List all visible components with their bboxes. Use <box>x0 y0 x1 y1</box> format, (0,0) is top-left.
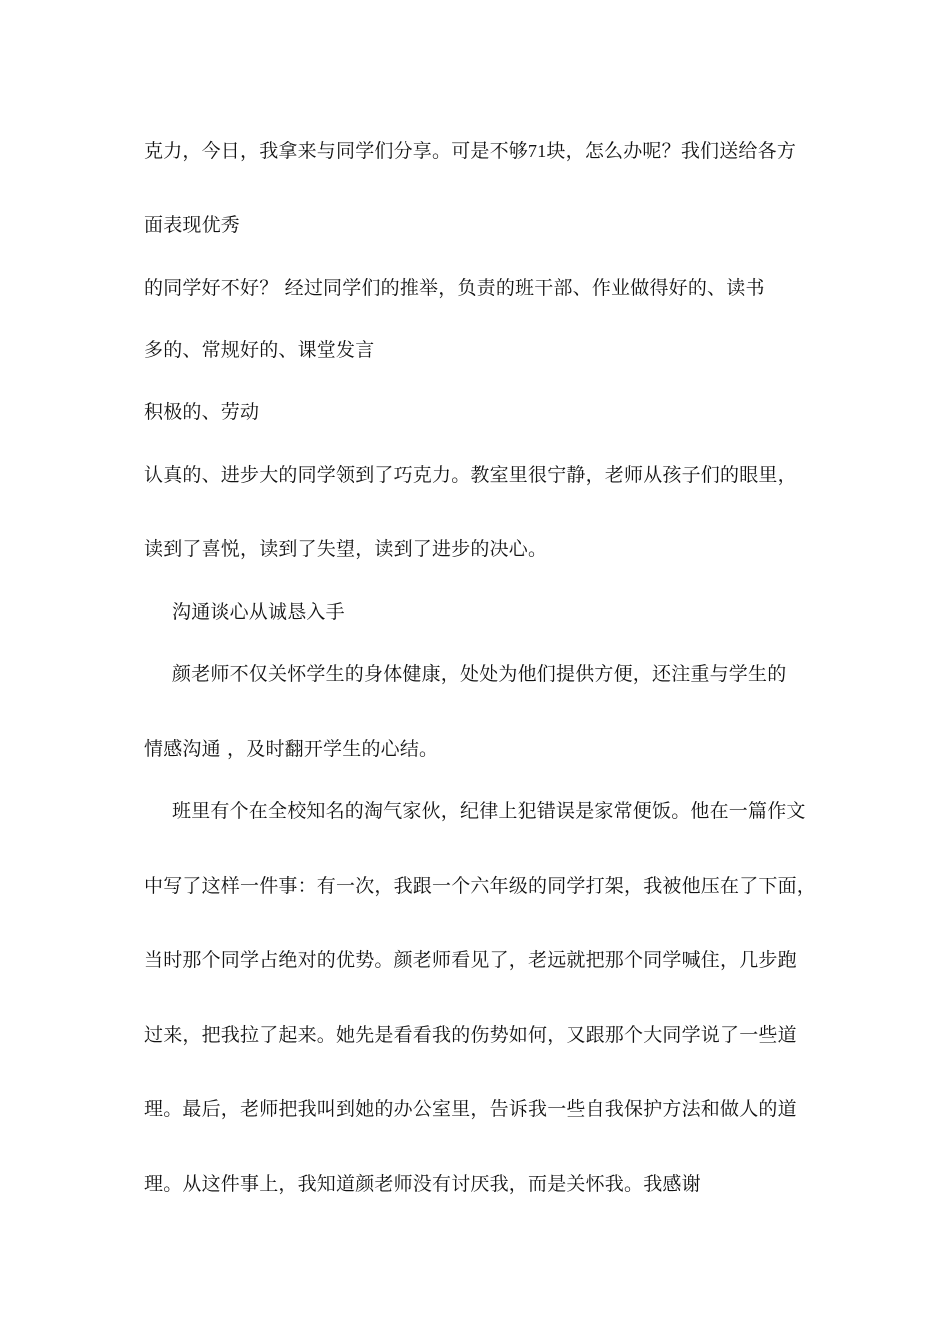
text-segment: 块，怎么办呢？我们送给各方 <box>546 140 797 162</box>
text-line: 积极的、劳动 <box>144 401 260 423</box>
text-line: 颜老师不仅关怀学生的身体健康，处处为他们提供方便，还注重与学生的 <box>172 663 787 685</box>
text-line: 的同学好不好？ 经过同学们的推举，负责的班干部、作业做得好的、读书 <box>144 277 765 299</box>
text-line: 理。最后，老师把我叫到她的办公室里，告诉我一些自我保护方法和做人的道 <box>144 1098 797 1120</box>
section-heading: 沟通谈心从诚恳入手 <box>172 601 345 623</box>
text-line: 当时那个同学占绝对的优势。颜老师看见了，老远就把那个同学喊住，几步跑 <box>144 949 797 971</box>
text-line <box>144 139 796 163</box>
text-line: 多的、常规好的、课堂发言 <box>144 339 375 361</box>
text-line: 情感沟通 ，及时翻开学生的心结。 <box>144 738 439 760</box>
text-line: 认真的、进步大的同学领到了巧克力。教室里很宁静，老师从孩子们的眼里， <box>144 464 797 486</box>
text-segment: 克力，今日，我拿来与同学们分享。可是不够 <box>144 140 529 162</box>
text-line: 面表现优秀 <box>144 214 241 236</box>
text-line: 班里有个在全校知名的淘气家伙，纪律上犯错误是家常便饭。他在一篇作文 <box>172 800 806 822</box>
text-line: 理。从这件事上，我知道颜老师没有讨厌我，而是关怀我。我感谢 <box>144 1173 701 1195</box>
text-line: 过来，把我拉了起来。她先是看看我的伤势如何，又跟那个大同学说了一些道 <box>144 1024 797 1046</box>
number-text: 71 <box>528 141 547 161</box>
text-line: 中写了这样一件事：有一次，我跟一个六年级的同学打架，我被他压在了下面， <box>144 875 817 897</box>
text-line: 读到了喜悦，读到了失望，读到了进步的决心。 <box>144 538 548 560</box>
